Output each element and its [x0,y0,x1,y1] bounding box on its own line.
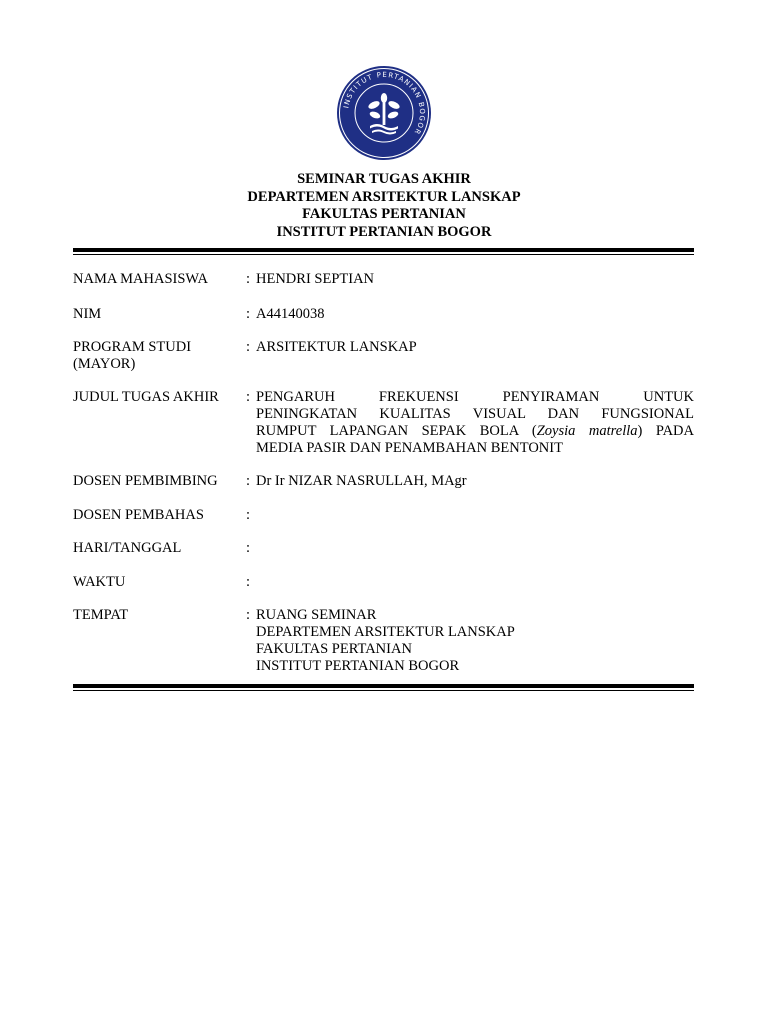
field-value [256,607,694,675]
field-label: HARI/TANGGAL [73,540,182,556]
field-label-line: PROGRAM STUDI [73,339,192,355]
judul-line: PENGARUH FREKUENSI PENYIRAMAN UNTUK [256,389,694,405]
header-line-departemen: DEPARTEMEN ARSITEKTUR LANSKAP [247,188,521,205]
field-value: ARSITEKTUR LANSKAP [256,339,417,355]
ipb-logo [336,65,432,161]
header-line-seminar: SEMINAR TUGAS AKHIR [297,171,471,187]
field-label: NAMA MAHASISWA [73,271,208,287]
field-label-line: (MAYOR) [73,356,136,372]
field-label: TEMPAT [73,607,129,623]
field-colon: : [246,389,251,405]
header-line-institut: INSTITUT PERTANIAN BOGOR [276,223,492,240]
document-header [0,171,768,241]
field-label: DOSEN PEMBAHAS [73,507,204,523]
logo-ring-text: INSTITUT PERTANIAN BOGOR [342,70,427,137]
field-colon: : [246,607,251,623]
judul-line: MEDIA PASIR DAN PENAMBAHAN BENTONIT [256,440,563,456]
field-colon: : [246,540,251,556]
bottom-divider [73,684,694,691]
judul-text: ) PADA [637,423,694,439]
header-line-fakultas: FAKULTAS PERTANIAN [302,206,466,222]
field-label: WAKTU [73,574,126,590]
judul-line [256,423,694,440]
field-colon: : [246,339,251,355]
field-label [73,339,245,373]
field-value [256,389,694,457]
tempat-line: INSTITUT PERTANIAN BOGOR [256,658,460,674]
judul-line: PENINGKATAN KUALITAS VISUAL DAN FUNGSIONAL [256,406,694,422]
field-colon: : [246,306,251,322]
top-divider [73,248,694,255]
field-colon: : [246,473,251,489]
species-name: Zoysia matrella [536,423,638,439]
judul-text: RUMPUT LAPANGAN SEPAK BOLA ( [256,423,537,439]
tempat-line: RUANG SEMINAR [256,607,377,623]
field-colon: : [246,574,251,590]
field-label: NIM [73,306,102,322]
tempat-line: DEPARTEMEN ARSITEKTUR LANSKAP [256,624,515,640]
field-value: Dr Ir NIZAR NASRULLAH, MAgr [256,473,467,489]
field-value: HENDRI SEPTIAN [256,271,375,287]
field-colon: : [246,271,251,287]
field-label: JUDUL TUGAS AKHIR [73,389,219,405]
field-value: A44140038 [256,306,325,322]
tempat-line: FAKULTAS PERTANIAN [256,641,412,657]
field-colon: : [246,507,251,523]
ipb-seal-icon [336,65,432,161]
field-label: DOSEN PEMBIMBING [73,473,218,489]
